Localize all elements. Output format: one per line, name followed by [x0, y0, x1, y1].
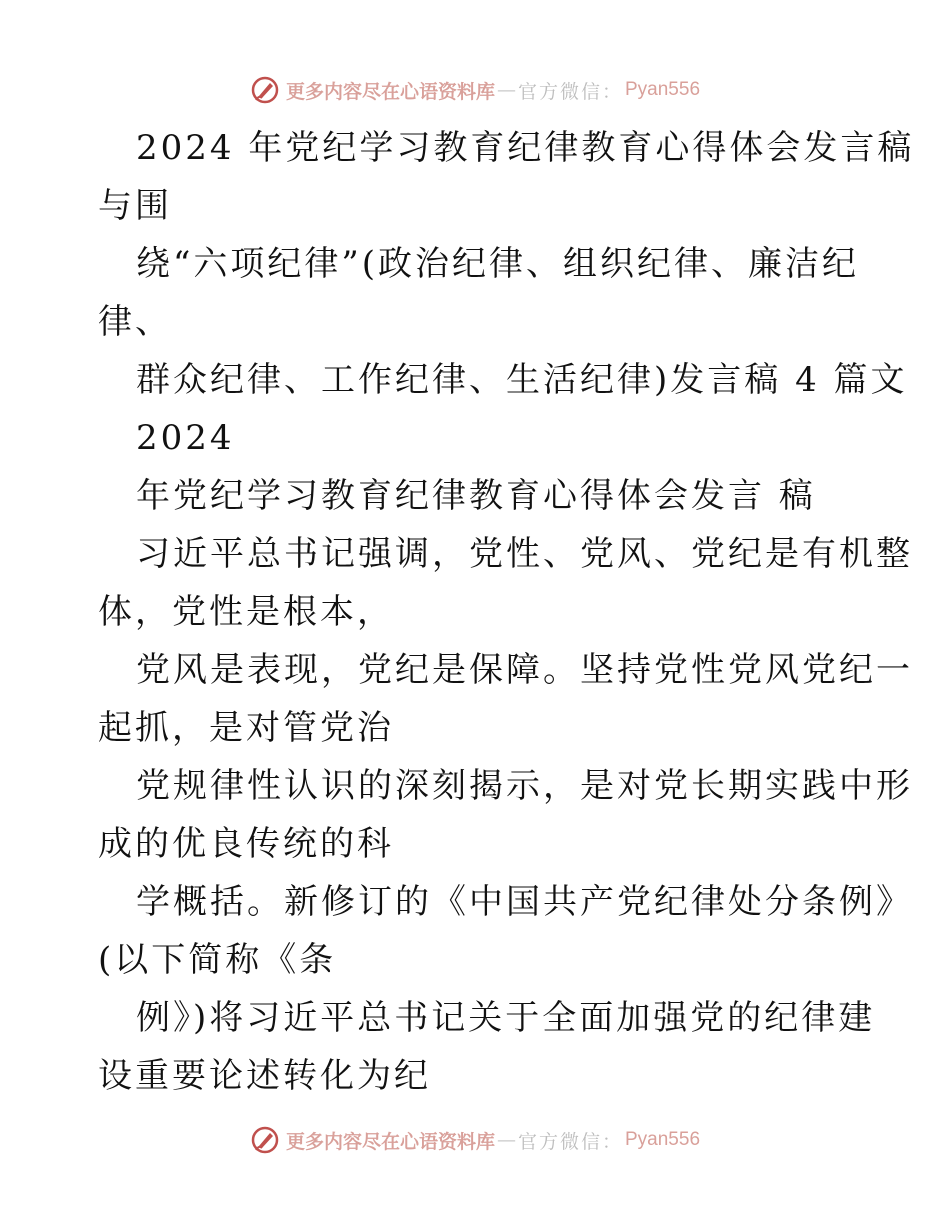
text-line: 年党纪学习教育纪律教育心得体会发言 稿 — [136, 476, 816, 516]
text-line: 成的优良传统的科 — [98, 824, 394, 864]
text-line: 学概括。新修订的《中国共产党纪律处分条例》 — [136, 882, 913, 922]
text-line: 党规律性认识的深刻揭示，是对党长期实践中形 — [136, 766, 913, 806]
banner-wechat-id: Pyan556 — [625, 1129, 701, 1150]
footer-banner — [0, 1120, 950, 1160]
banner-title: 更多内容尽在心语资料库 — [285, 80, 495, 103]
brush-logo-icon — [250, 1125, 280, 1155]
text-line: 党风是表现，党纪是保障。坚持党性党风党纪一 — [136, 650, 913, 690]
text-line: 律、 — [98, 302, 172, 342]
banner-wechat-id: Pyan556 — [625, 79, 701, 100]
banner-wechat-label: 官方微信： — [517, 80, 623, 103]
banner-title: 更多内容尽在心语资料库 — [285, 1130, 495, 1153]
text-line: 绕“六项纪律”(政治纪律、组织纪律、廉洁纪 — [136, 244, 860, 284]
text-line: 群众纪律、工作纪律、生活纪律)发言稿 4 篇文 — [136, 360, 908, 400]
text-line: 与围 — [98, 186, 172, 226]
banner-wechat-label: 官方微信： — [517, 1130, 623, 1153]
text-line: 设重要论述转化为纪 — [98, 1056, 431, 1096]
banner-separator: — — [496, 79, 516, 101]
text-line: 起抓，是对管党治 — [98, 708, 394, 748]
text-line: 2024 — [136, 418, 235, 458]
text-line: 习近平总书记强调，党性、党风、党纪是有机整 — [136, 534, 913, 574]
text-line: 体，党性是根本， — [98, 592, 394, 632]
text-line: 2024 年党纪学习教育纪律教育心得体会发言稿 — [136, 128, 915, 168]
banner-separator: — — [496, 1129, 516, 1151]
text-line: 例》)将习近平总书记关于全面加强党的纪律建 — [136, 998, 876, 1038]
text-line: (以下简称《条 — [98, 940, 337, 980]
